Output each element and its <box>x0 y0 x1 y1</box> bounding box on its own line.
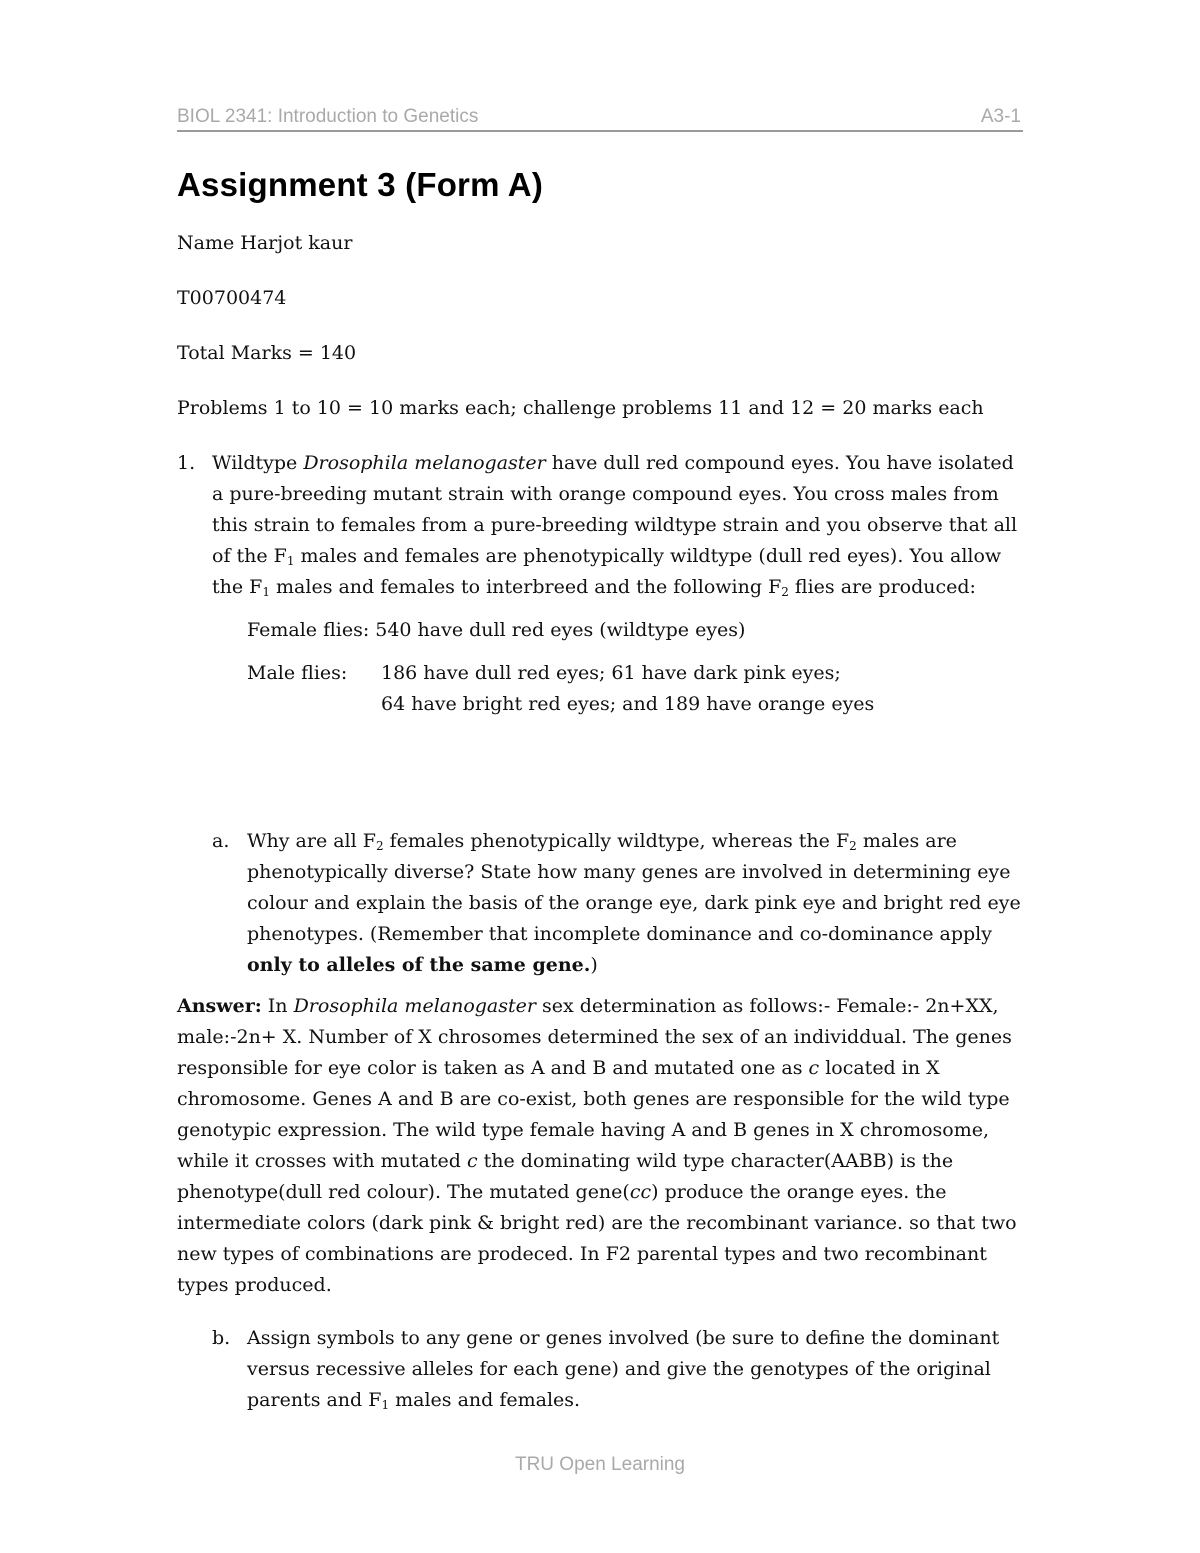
student-name: Name Harjot kaur <box>177 232 353 254</box>
question-1: 1. Wildtype Drosophila melanogaster have dull red compound eyes. You have isolated a pure-breeding mutant strain with orange compound eyes. You cross males from this strain to females from a pure-breeding wildtype strain and you observe that all of the $F_1$ males and females are phenotypically wildtype (dull red eyes). You allow the $F_1$ males and females to interbreed and the following $F_2$ flies are produced: <box>177 448 1023 603</box>
course-title: BIOL 2341: Introduction to Genetics <box>177 106 479 127</box>
total-marks: Total Marks = 140 <box>177 342 357 364</box>
male-flies-line-1: 186 have dull red eyes; 61 have dark pink eyes; <box>381 662 841 684</box>
species-name: Drosophila melanogaster <box>303 452 546 474</box>
question-number: 1. <box>177 452 196 474</box>
emphasis-text: only to alleles of the same gene. <box>247 954 591 976</box>
male-flies-label: Male flies: <box>247 662 348 684</box>
document-page <box>177 104 1023 1416</box>
answer-paragraph: Answer: In Drosophila melanogaster sex determination as follows:- Female:- 2n+XX, male:-2n+ X. Number of X chrosomes determined the sex of an individdual. The genes responsible for eye color is taken as A and B and mutated one as c located in X chromosome. Genes A and B are co-exist, both genes are responsible for the wild type genotypic expression. The wild type female having A and B genes in X chromosome, while it crosses with mutated c the dominating wild type character(AABB) is the phenotype(dull red colour). The mutated gene(cc) produce the orange eyes. the intermediate colors (dark pink & bright red) are the recombinant variance. so that two new types of combinations are prodeced. In F2 parental types and two recombinant types produced. <box>177 995 1017 1296</box>
assignment-title: Assignment 3 (Form A) <box>177 166 544 203</box>
question-1b: b. Assign symbols to any gene or genes involved (be sure to define the dominant versus recessive alleles for each gene) and give the genotypes of the original parents and $F_1$ males and females. <box>177 1323 1023 1416</box>
male-flies-row <box>247 658 1023 720</box>
page-footer: TRU Open Learning <box>514 1454 686 1475</box>
student-id: T00700474 <box>177 287 287 309</box>
species-name: Drosophila melanogaster <box>293 995 536 1017</box>
question-1a: a. Why are all $F_2$ females phenotypically wildtype, whereas the $F_2$ males are phenotypically diverse? State how many genes are involved in determining eye colour and explain the basis of the orange eye, dark pink eye and bright red eye phenotypes. (Remember that incomplete dominance and co-dominance apply only to alleles of the same gene.) <box>177 826 1023 981</box>
answer-label: Answer: <box>177 995 262 1017</box>
part-letter: a. <box>212 830 230 852</box>
male-flies-line-2: 64 have bright red eyes; and 189 have orange eyes <box>381 693 875 715</box>
problems-note: Problems 1 to 10 = 10 marks each; challenge problems 11 and 12 = 20 marks each <box>177 397 984 419</box>
part-letter: b. <box>212 1327 231 1349</box>
page-header <box>177 104 1023 132</box>
fly-counts <box>177 615 1023 720</box>
female-flies-text: 540 have dull red eyes (wildtype eyes) <box>375 619 746 641</box>
female-flies-row <box>247 615 1023 646</box>
female-flies-label: Female flies: <box>247 619 370 641</box>
page-label: A3-1 <box>980 106 1021 127</box>
